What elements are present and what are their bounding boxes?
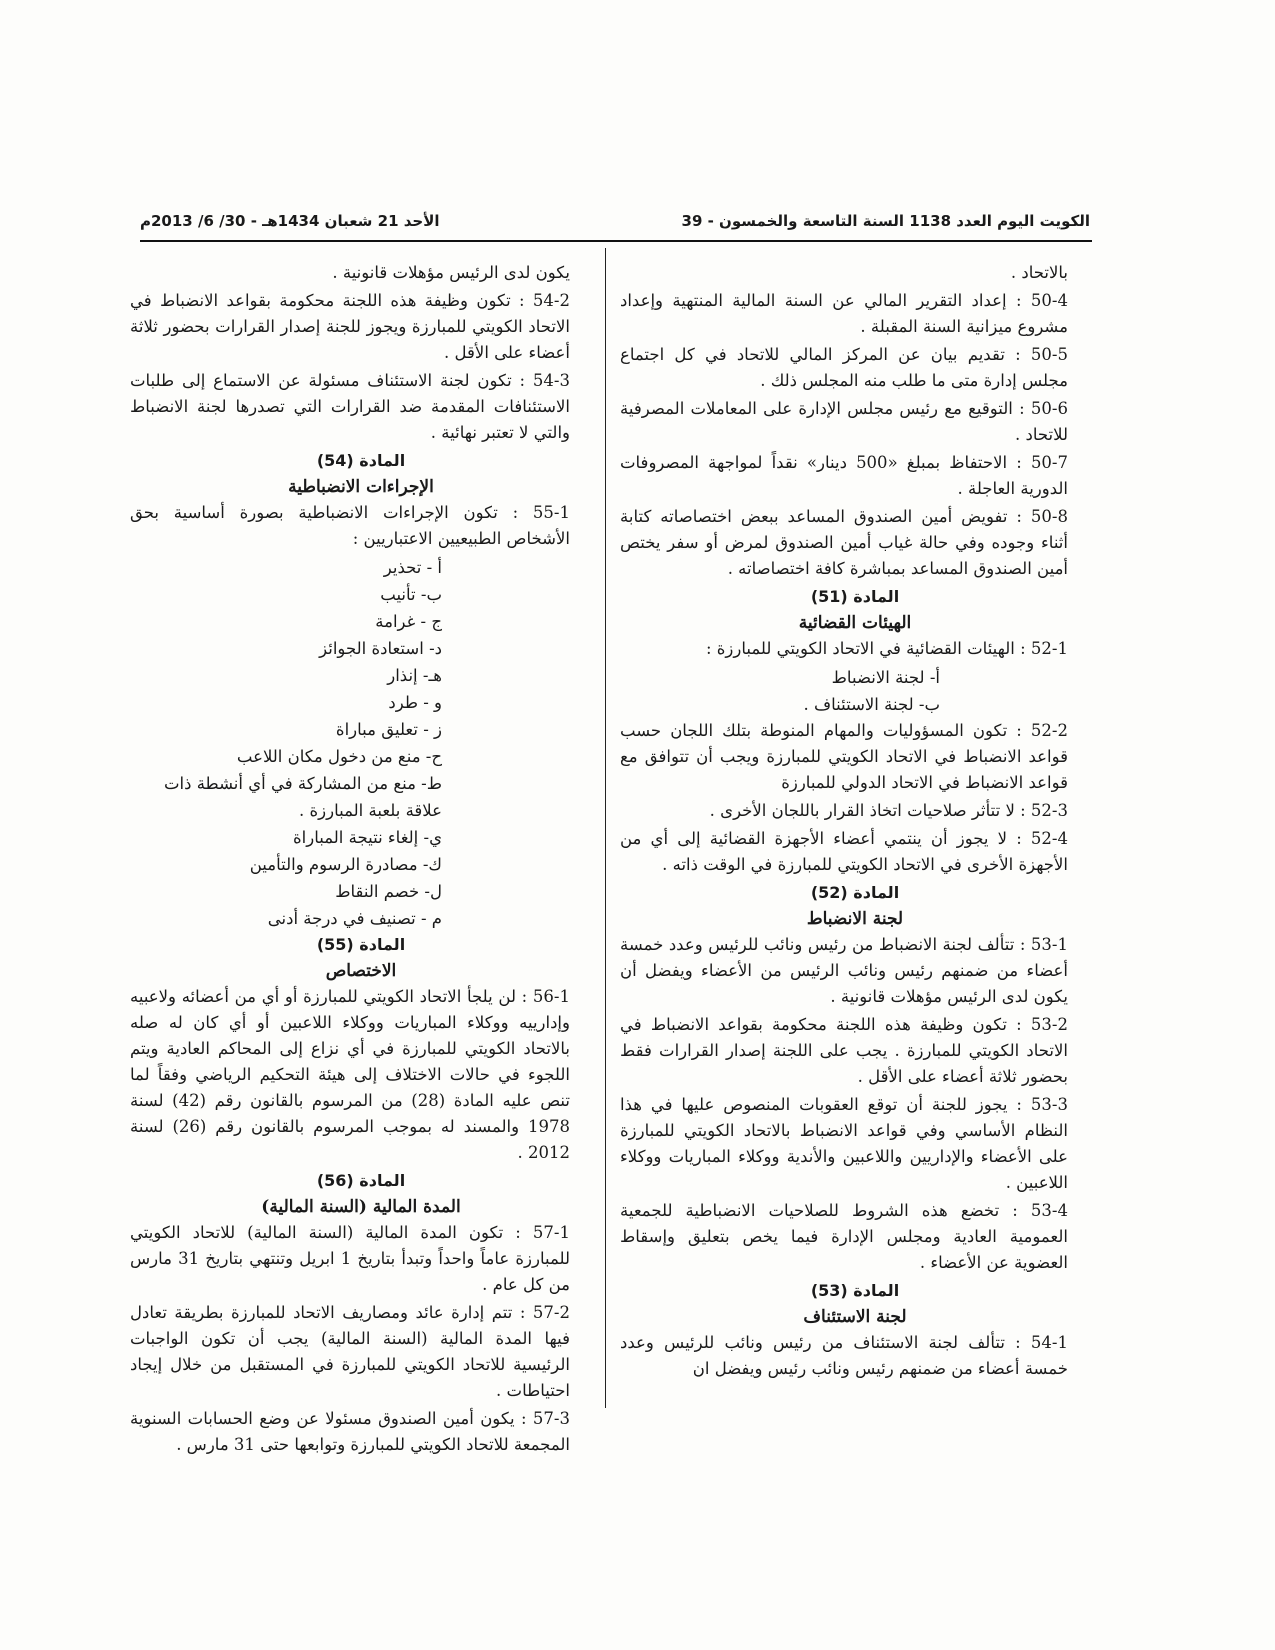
paragraph: 53-2 : تكون وظيفة هذه اللجنة محكومة بقواعد الانضباط في الاتحاد الكويتي للمبارزة . يجب على اللجنة إصدار القرارات فقط بحضور ثلاثة أعضاء على الأقل . [620,1015,1068,1086]
paragraph: 50-6 : التوقيع مع رئيس مجلس الإدارة على المعاملات المصرفية للاتحاد . [620,399,1068,444]
header-gazette-info: الكويت اليوم العدد 1138 السنة التاسعة والخمسون - 39 [681,212,1090,230]
list-item: ل- خصم النقاط [335,882,442,901]
paragraph: 54-3 : تكون لجنة الاستئناف مسئولة عن الاستماع إلى طلبات الاستئنافات المقدمة ضد القرارات التي تصدرها لجنة الانضباط والتي لا تعتبر نهائية . [130,371,570,442]
paragraph: 53-4 : تخضع هذه الشروط للصلاحيات الانضباطية للجمعية العمومية العادية ومجلس الإدارة فيما يخص بتعليق وإسقاط العضوية عن الأعضاء . [620,1201,1068,1272]
header-date: الأحد 21 شعبان 1434هـ - 30/ 6/ 2013م [140,212,440,230]
list-item: ح- منع من دخول مكان اللاعب [236,747,442,766]
column-divider [605,248,606,1408]
paragraph: 57-1 : تكون المدة المالية (السنة المالية) للاتحاد الكويتي للمبارزة عاماً واحداً وتبدأ بتاريخ 1 ابريل وتنتهي بتاريخ 31 مارس من كل عام . [130,1223,570,1294]
list-item: ز - تعليق مباراة [335,720,442,739]
article-number: المادة (52) [810,883,900,902]
paragraph: 52-2 : تكون المسؤوليات والمهام المنوطة بتلك اللجان حسب قواعد الانضباط في الاتحاد الكويتي للمبارزة ويجب أن تتوافق مع قواعد الانضباط في الاتحاد الدولي للمبارزة [620,721,1068,792]
paragraph: بالاتحاد . [1010,263,1068,282]
article-number: المادة (51) [810,587,900,606]
paragraph: يكون لدى الرئيس مؤهلات قانونية . [332,263,570,282]
paragraph: 57-3 : يكون أمين الصندوق مسئولا عن وضع الحسابات السنوية المجمعة للاتحاد الكويتي للمبارزة وتوابعها حتى 31 مارس . [130,1409,570,1454]
article-title: المدة المالية (السنة المالية) [261,1197,461,1217]
paragraph: 56-1 : لن يلجأ الاتحاد الكويتي للمبارزة أو أي من أعضائه ولاعبيه وإدارييه ووكلاء المباريات ووكلاء اللاعبين أو أي كان له صله بالاتحاد الكويتي للمبارزة في أي نزاع إلى المحاكم العادية ويتم اللجوء في حالات الاختلاف إلى هيئة التحكيم الرياضي وفقاً لما تنص عليه المادة (28) من المرسوم بالقانون رقم (42) لسنة 1978 والمسند له بموجب المرسوم بالقانون رقم (26) لسنة 2012 . [130,987,570,1162]
paragraph: 53-1 : تتألف لجنة الانضباط من رئيس ونائب للرئيس وعدد خمسة أعضاء من ضمنهم رئيس ونائب الرئيس من الأعضاء ويفضل أن يكون لدى الرئيس مؤهلات قانونية . [620,935,1068,1006]
paragraph: 55-1 : تكون الإجراءات الانضباطية بصورة أساسية بحق الأشخاص الطبيعيين الاعتباريين : [130,503,570,548]
paragraph: 53-3 : يجوز للجنة أن توقع العقوبات المنصوص عليها في هذا النظام الأساسي وفي قواعد الانضباط بالاتحاد الكويتي للمبارزة على الأعضاء والإداريين واللاعبين والأندية ووكلاء المباريات ووكلاء اللاعبين . [620,1095,1068,1192]
paragraph: 50-7 : الاحتفاظ بمبلغ «500 دينار» نقداً لمواجهة المصروفات الدورية العاجلة . [620,453,1069,498]
article-number: المادة (55) [316,935,406,954]
article-title: لجنة الاستئناف [803,1307,907,1327]
header-rule [140,240,1092,242]
article-number: المادة (56) [316,1171,406,1190]
paragraph: 52-3 : لا تتأثر صلاحيات اتخاذ القرار باللجان الأخرى . [709,801,1068,820]
list-item: هـ- إنذار [387,666,442,685]
list-item: ط- منع من المشاركة في أي أنشطة ذات علاقة بلعبة المبارزة . [164,774,442,820]
paragraph: 52-4 : لا يجوز أن ينتمي أعضاء الأجهزة القضائية إلى أي من الأجهزة الأخرى في الاتحاد الكويتي للمبارزة في الوقت ذاته . [620,829,1068,874]
article-number: المادة (54) [316,451,406,470]
article-title: الهيئات القضائية [798,613,912,633]
list-item: ج - غرامة [375,612,442,631]
article-number: المادة (53) [810,1281,900,1300]
paragraph: 50-4 : إعداد التقرير المالي عن السنة المالية المنتهية وإعداد مشروع ميزانية السنة المقبلة . [620,291,1068,336]
paragraph: 54-1 : تتألف لجنة الاستئناف من رئيس ونائب للرئيس وعدد خمسة أعضاء من ضمنهم رئيس ونائب رئيس ويفضل ان [620,1333,1068,1378]
paragraph: 52-1 : الهيئات القضائية في الاتحاد الكويتي للمبارزة : [705,639,1068,658]
list-item: و - طرد [388,693,442,712]
list-item: أ- لجنة الانضباط [831,668,940,687]
paragraph: 54-2 : تكون وظيفة هذه اللجنة محكومة بقواعد الانضباط في الاتحاد الكويتي للمبارزة ويجوز للجنة إصدار القرارات بحضور ثلاثة أعضاء على الأقل . [130,291,570,362]
list-item: ك- مصادرة الرسوم والتأمين [249,855,442,874]
right-column [620,260,1090,1384]
list-item: م - تصنيف في درجة أدنى [267,909,442,928]
left-column [130,260,592,1460]
article-title: الاختصاص [325,961,397,981]
page-header [140,212,1090,236]
article-title: لجنة الانضباط [806,909,904,929]
paragraph: 50-5 : تقديم بيان عن المركز المالي للاتحاد في كل اجتماع مجلس إدارة متى ما طلب منه المجلس ذلك . [620,345,1068,390]
list-item: د- استعادة الجوائز [319,639,442,658]
paragraph: 57-2 : تتم إدارة عائد ومصاريف الاتحاد للمبارزة بطريقة تعادل فيها المدة المالية (السنة المالية) يجب أن تكون الواجبات الرئيسية للاتحاد الكويتي للمبارزة في المستقبل من خلال إيجاد احتياطات . [130,1303,570,1400]
list-item: أ - تحذير [383,558,442,577]
list-item: ي- إلغاء نتيجة المباراة [293,828,442,847]
article-title: الإجراءات الانضباطية [288,477,434,497]
list-item: ب- لجنة الاستئناف . [803,695,940,714]
paragraph: 50-8 : تفويض أمين الصندوق المساعد ببعض اختصاصاته كتابة أثناء وجوده وفي حالة غياب أمين الصندوق لمرض أو سفر يختص أمين الصندوق المساعد بمباشرة كافة اختصاصاته . [620,507,1068,578]
list-item: ب- تأنيب [380,585,442,604]
